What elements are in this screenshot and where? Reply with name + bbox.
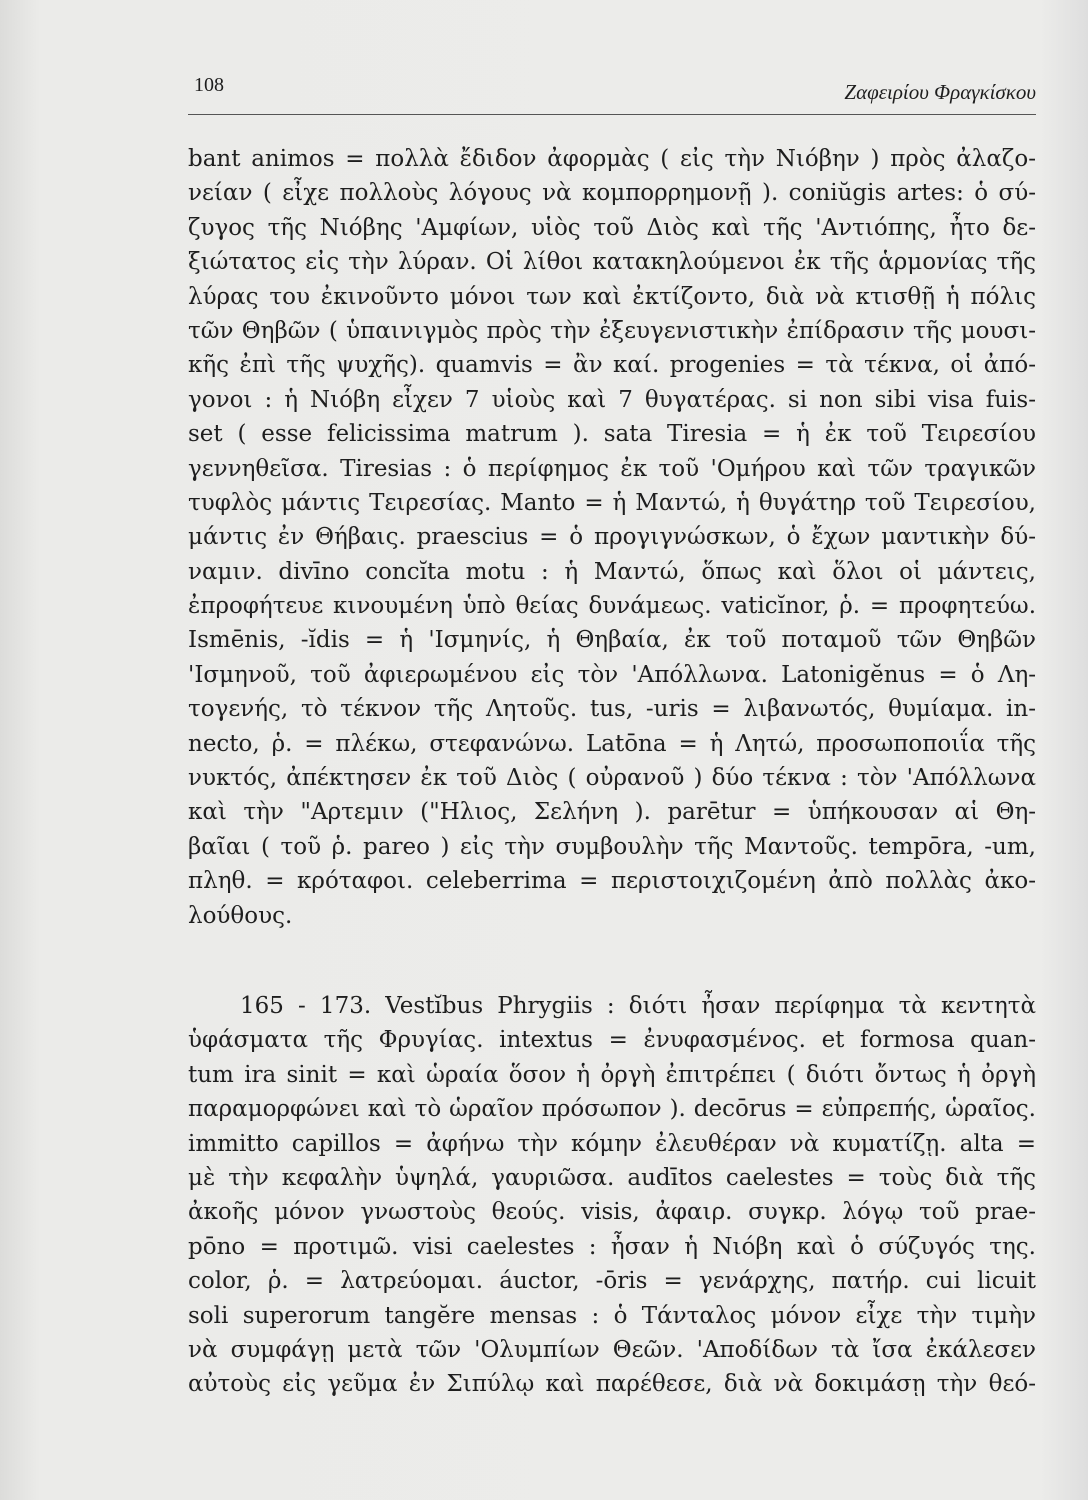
text-line: αὐτοὺς εἰς γεῦμα ἐν Σιπύλῳ καὶ παρέθεσε, διὰ νὰ δοκιμάσῃ τὴν θεό-: [188, 1371, 1036, 1398]
text-line: pōno = προτιμῶ. visi caelestes : ἦσαν ἡ Νιόβη καὶ ὁ σύζυγός της.: [188, 1233, 1036, 1260]
text-line: νὰ συμφάγῃ μετὰ τῶν 'Ολυμπίων Θεῶν. 'Αποδίδων τὰ ἴσα ἐκάλεσεν: [188, 1336, 1036, 1363]
text-line: ξιώτατος εἰς τὴν λύραν. Οἱ λίθοι κατακηλούμενοι ἐκ τῆς ἁρμονίας τῆς: [188, 249, 1036, 276]
text-line: ζυγος τῆς Νιόβης 'Αμφίων, υἱὸς τοῦ Διὸς καὶ τῆς 'Αντιόπης, ἦτο δε-: [188, 214, 1036, 241]
text-line: immitto capillos = ἀφήνω τὴν κόμην ἐλευθέραν νὰ κυματίζῃ. alta =: [188, 1130, 1036, 1157]
text-line: ἐπροφήτευε κινουμένη ὑπὸ θείας δυνάμεως. vaticĭnor, ῥ. = προφητεύω.: [188, 593, 1036, 620]
page-number: 108: [194, 74, 224, 96]
header-rule: [188, 114, 1036, 115]
text-line: color, ῥ. = λατρεύομαι. áuctor, -ōris = γενάρχης, πατήρ. cui licuit: [188, 1268, 1036, 1295]
text-line: necto, ῥ. = πλέκω, στεφανώνω. Latōna = ἡ Λητώ, προσωποποιΐα τῆς: [188, 730, 1036, 757]
page-header: [188, 74, 1036, 114]
body-text: [188, 142, 1036, 1402]
text-line: 165 - 173. Vestĭbus Phrygiis : διότι ἦσαν περίφημα τὰ κεντητὰ: [240, 992, 1036, 1019]
text-line: Ismēnis, -ĭdis = ἡ 'Ισμηνίς, ἡ Θηβαία, ἐκ τοῦ ποταμοῦ τῶν Θηβῶν: [188, 627, 1036, 654]
text-line: λούθους.: [188, 902, 293, 929]
paragraph-2: [188, 989, 1036, 1402]
text-line: ναμιν. divīno concĭta motu : ἡ Μαντώ, ὅπως καὶ ὅλοι οἱ μάντεις,: [188, 558, 1036, 585]
text-line: λύρας του ἐκινοῦντο μόνοι των καὶ ἐκτίζοντο, διὰ νὰ κτισθῇ ἡ πόλις: [188, 283, 1036, 310]
text-line: νυκτός, ἀπέκτησεν ἐκ τοῦ Διὸς ( οὐρανοῦ ) δύο τέκνα : τὸν 'Απόλλωνα: [188, 765, 1036, 792]
text-line: τυφλὸς μάντις Τειρεσίας. Manto = ἡ Μαντώ, ἡ θυγάτηρ τοῦ Τειρεσίου,: [188, 489, 1036, 516]
text-line: τῶν Θηβῶν ( ὑπαινιγμὸς πρὸς τὴν ἐξευγενιστικὴν ἐπίδρασιν τῆς μουσι-: [188, 317, 1036, 344]
text-line: ὑφάσματα τῆς Φρυγίας. intextus = ἐνυφασμένος. et formosa quan-: [188, 1027, 1036, 1054]
text-line: μὲ τὴν κεφαλὴν ὑψηλά, γαυριῶσα. audītos caelestes = τοὺς διὰ τῆς: [188, 1164, 1036, 1191]
text-line: bant animos = πολλὰ ἔδιδον ἀφορμὰς ( εἰς τὴν Νιόβην ) πρὸς ἀλαζο-: [188, 146, 1036, 172]
text-line: γεννηθεῖσα. Tiresias : ὁ περίφημος ἐκ τοῦ 'Ομήρου καὶ τῶν τραγικῶν: [188, 455, 1036, 482]
text-line: γονοι : ἡ Νιόβη εἶχεν 7 υἱοὺς καὶ 7 θυγατέρας. si non sibi visa fuis-: [188, 386, 1036, 413]
text-line: παραμορφώνει καὶ τὸ ὡραῖον πρόσωπον ). decōrus = εὐπρεπής, ὡραῖος.: [188, 1096, 1036, 1123]
text-line: 'Ισμηνοῦ, τοῦ ἀφιερωμένου εἰς τὸν 'Απόλλωνα. Latonigĕnus = ὁ Λη-: [188, 661, 1036, 688]
text-line: βαῖαι ( τοῦ ῥ. pareo ) εἰς τὴν συμβουλὴν τῆς Μαντοῦς. tempōra, -um,: [188, 833, 1036, 860]
text-line: set ( esse felicissima matrum ). sata Tiresia = ἡ ἐκ τοῦ Τειρεσίου: [188, 421, 1036, 448]
text-line: μάντις ἐν Θήβαις. praescius = ὁ προγιγνώσκων, ὁ ἔχων μαντικὴν δύ-: [188, 524, 1036, 551]
text-line: τογενής, τὸ τέκνον τῆς Λητοῦς. tus, -uris = λιβανωτός, θυμίαμα. in-: [188, 696, 1036, 723]
paragraph-1: [188, 142, 1036, 933]
running-head: Ζαφειρίου Φραγκίσκου: [844, 80, 1036, 104]
text-line: καὶ τὴν "Αρτεμιν ("Ηλιος, Σελήνη ). parētur = ὑπήκουσαν αἱ Θη-: [188, 799, 1036, 826]
text-line: πληθ. = κρόταφοι. celeberrima = περιστοιχιζομένη ἀπὸ πολλὰς ἀκο-: [188, 868, 1036, 895]
text-line: soli superorum tangĕre mensas : ὁ Τάνταλος μόνον εἶχε τὴν τιμὴν: [188, 1302, 1036, 1329]
text-line: tum ira sinit = καὶ ὡραία ὅσον ἡ ὀργὴ ἐπιτρέπει ( διότι ὄντως ἡ ὀργὴ: [188, 1061, 1036, 1088]
text-line: ἀκοῆς μόνον γνωστοὺς θεούς. visis, ἀφαιρ. συγκρ. λόγῳ τοῦ prae-: [188, 1199, 1036, 1226]
text-line: κῆς ἐπὶ τῆς ψυχῆς). quamvis = ἂν καί. progenies = τὰ τέκνα, οἱ ἀπό-: [188, 352, 1036, 379]
text-line: νείαν ( εἶχε πολλοὺς λόγους νὰ κομπορρημονῇ ). coniŭgis artes: ὁ σύ-: [188, 180, 1036, 207]
